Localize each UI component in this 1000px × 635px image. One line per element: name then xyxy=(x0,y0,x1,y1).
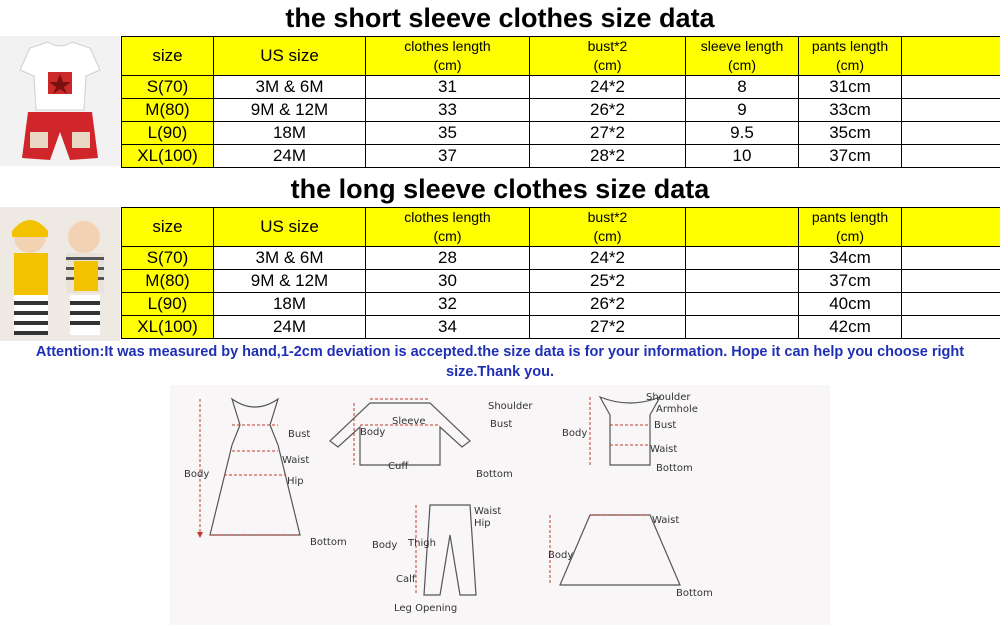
long-sleeve-data-cell: 18M xyxy=(214,293,366,316)
long-sleeve-data-cell xyxy=(686,270,799,293)
label-body: Body xyxy=(360,427,386,438)
long-sleeve-header-cell: clothes length (cm) xyxy=(366,208,530,247)
label-bottom: Bottom xyxy=(676,588,713,599)
attention-note: Attention:It was measured by hand,1-2cm deviation is accepted.the size data is for your information. Hope it can help you choose right size.Thank you. xyxy=(35,344,965,380)
short-sleeve-data-cell: 27*2 xyxy=(530,122,686,145)
long-sleeve-title: the long sleeve clothes size data xyxy=(290,174,710,204)
long-sleeve-data-cell xyxy=(902,247,1000,270)
long-sleeve-data-cell: 24*2 xyxy=(530,247,686,270)
short-sleeve-header-cell: US size xyxy=(214,37,366,76)
short-sleeve-data-cell: 9M & 12M xyxy=(214,99,366,122)
label-thigh: Thigh xyxy=(408,538,436,549)
short-sleeve-data-cell: 3M & 6M xyxy=(214,76,366,99)
label-hip: Hip xyxy=(287,476,304,487)
short-sleeve-header-cell: clothes length (cm) xyxy=(366,37,530,76)
long-sleeve-data-cell: 24M xyxy=(214,316,366,339)
long-sleeve-data-cell xyxy=(686,293,799,316)
long-sleeve-size-cell: S(70) xyxy=(122,247,214,270)
long-sleeve-table-row xyxy=(122,270,1000,293)
long-sleeve-table-row xyxy=(122,293,1000,316)
label-sleeve: Sleeve xyxy=(392,416,426,427)
label-bust: Bust xyxy=(490,419,513,430)
label-shoulder: Shoulder xyxy=(488,401,533,412)
short-sleeve-table-row xyxy=(122,145,1000,168)
long-sleeve-header-cell xyxy=(686,208,799,247)
short-sleeve-title: the short sleeve clothes size data xyxy=(285,3,715,33)
short-sleeve-table-row xyxy=(122,76,1000,99)
long-sleeve-data-cell xyxy=(686,247,799,270)
short-sleeve-header-cell: sleeve length (cm) xyxy=(686,37,799,76)
label-leg-opening: Leg Opening xyxy=(394,603,458,614)
long-sleeve-size-table xyxy=(121,207,1000,339)
label-waist: Waist xyxy=(650,444,678,455)
label-calf: Calf xyxy=(396,574,416,585)
long-sleeve-table-row xyxy=(122,247,1000,270)
long-sleeve-header-cell: pants length (cm) xyxy=(799,208,902,247)
label-bottom: Bottom xyxy=(476,469,513,480)
long-sleeve-header-row xyxy=(122,208,1000,247)
short-sleeve-data-cell: 33cm xyxy=(799,99,902,122)
label-body: Body xyxy=(562,428,588,439)
short-sleeve-size-cell: XL(100) xyxy=(122,145,214,168)
long-sleeve-header-cell: US size xyxy=(214,208,366,247)
label-hip: Hip xyxy=(474,518,491,529)
label-cuff: Cuff xyxy=(388,461,409,472)
long-sleeve-size-cell: M(80) xyxy=(122,270,214,293)
short-sleeve-data-cell: 37cm xyxy=(799,145,902,168)
long-sleeve-data-cell: 25*2 xyxy=(530,270,686,293)
label-body: Body xyxy=(548,550,574,561)
long-sleeve-header-cell xyxy=(902,208,1000,247)
short-sleeve-data-cell xyxy=(902,99,1000,122)
short-sleeve-data-cell: 26*2 xyxy=(530,99,686,122)
short-sleeve-table-row xyxy=(122,122,1000,145)
short-sleeve-table-row xyxy=(122,99,1000,122)
long-sleeve-outfit-photo xyxy=(0,207,120,341)
long-sleeve-data-cell: 42cm xyxy=(799,316,902,339)
label-waist: Waist xyxy=(282,455,310,466)
long-sleeve-data-cell: 26*2 xyxy=(530,293,686,316)
short-sleeve-size-cell: L(90) xyxy=(122,122,214,145)
short-sleeve-data-cell: 24*2 xyxy=(530,76,686,99)
label-bottom: Bottom xyxy=(656,463,693,474)
label-bottom: Bottom xyxy=(310,537,347,548)
long-sleeve-data-cell xyxy=(902,293,1000,316)
short-sleeve-data-cell: 9.5 xyxy=(686,122,799,145)
label-bust: Bust xyxy=(654,420,677,431)
short-sleeve-data-cell: 31 xyxy=(366,76,530,99)
short-sleeve-data-cell: 37 xyxy=(366,145,530,168)
long-sleeve-data-cell: 3M & 6M xyxy=(214,247,366,270)
short-sleeve-header-row xyxy=(122,37,1000,76)
long-sleeve-data-cell xyxy=(686,316,799,339)
label-waist: Waist xyxy=(474,506,502,517)
long-sleeve-data-cell: 30 xyxy=(366,270,530,293)
short-sleeve-data-cell xyxy=(902,145,1000,168)
long-sleeve-header-cell: size xyxy=(122,208,214,247)
short-sleeve-data-cell: 9 xyxy=(686,99,799,122)
long-sleeve-header-cell: bust*2 (cm) xyxy=(530,208,686,247)
short-sleeve-data-cell: 10 xyxy=(686,145,799,168)
short-sleeve-header-cell xyxy=(902,37,1000,76)
short-sleeve-header-cell: pants length (cm) xyxy=(799,37,902,76)
long-sleeve-data-cell: 9M & 12M xyxy=(214,270,366,293)
label-body: Body xyxy=(184,469,210,480)
long-sleeve-data-cell: 40cm xyxy=(799,293,902,316)
long-sleeve-data-cell: 34cm xyxy=(799,247,902,270)
short-sleeve-header-cell: size xyxy=(122,37,214,76)
long-sleeve-data-cell: 27*2 xyxy=(530,316,686,339)
short-sleeve-data-cell: 8 xyxy=(686,76,799,99)
short-sleeve-data-cell xyxy=(902,122,1000,145)
long-sleeve-data-cell: 28 xyxy=(366,247,530,270)
short-sleeve-outfit-photo xyxy=(0,36,120,166)
short-sleeve-data-cell xyxy=(902,76,1000,99)
long-sleeve-data-cell: 34 xyxy=(366,316,530,339)
short-sleeve-data-cell: 35 xyxy=(366,122,530,145)
short-sleeve-data-cell: 33 xyxy=(366,99,530,122)
long-sleeve-size-cell: L(90) xyxy=(122,293,214,316)
short-sleeve-data-cell: 24M xyxy=(214,145,366,168)
long-sleeve-table-row xyxy=(122,316,1000,339)
label-body: Body xyxy=(372,540,398,551)
short-sleeve-data-cell: 31cm xyxy=(799,76,902,99)
long-sleeve-data-cell: 32 xyxy=(366,293,530,316)
short-sleeve-data-cell: 18M xyxy=(214,122,366,145)
measurement-diagram xyxy=(170,385,830,625)
short-sleeve-data-cell: 35cm xyxy=(799,122,902,145)
long-sleeve-size-cell: XL(100) xyxy=(122,316,214,339)
label-armhole: Armhole xyxy=(656,404,698,415)
long-sleeve-data-cell xyxy=(902,270,1000,293)
long-sleeve-data-cell xyxy=(902,316,1000,339)
short-sleeve-header-cell: bust*2 (cm) xyxy=(530,37,686,76)
label-shoulder: Shoulder xyxy=(646,392,691,403)
short-sleeve-size-table xyxy=(121,36,1000,168)
long-sleeve-data-cell: 37cm xyxy=(799,270,902,293)
label-waist: Waist xyxy=(652,515,680,526)
short-sleeve-size-cell: S(70) xyxy=(122,76,214,99)
short-sleeve-size-cell: M(80) xyxy=(122,99,214,122)
label-bust: Bust xyxy=(288,429,311,440)
short-sleeve-data-cell: 28*2 xyxy=(530,145,686,168)
